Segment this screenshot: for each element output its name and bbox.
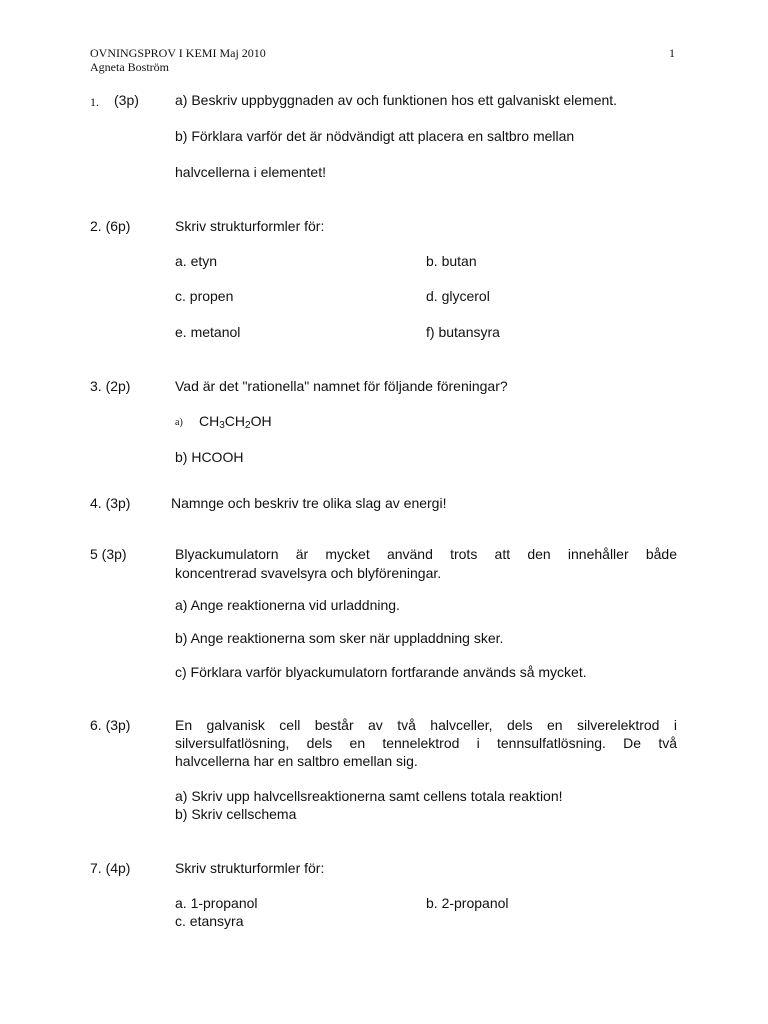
q7-item-a: a. 1-propanol (175, 895, 258, 911)
header-author: Agneta Boström (90, 60, 169, 74)
q2-label: 2. (6p) (90, 218, 131, 234)
q6-line-1: En galvanisk cell består av två halvceller, dels en silverelektrod i (175, 717, 677, 733)
q1-points: (3p) (114, 92, 139, 108)
header-title: OVNINGSPROV I KEMI Maj 2010 (90, 46, 266, 60)
q5-part-a: a) Ange reaktionerna vid urladdning. (175, 597, 400, 613)
q7-text: Skriv strukturformler för: (175, 860, 325, 876)
q6-part-a: a) Skriv upp halvcellsreaktionerna samt cellens totala reaktion! (175, 788, 563, 804)
q2-item-d: d. glycerol (426, 288, 490, 304)
q5-line-1: Blyackumulatorn är mycket använd trots att den innehåller både (175, 546, 677, 562)
q2-text: Skriv strukturformler för: (175, 218, 325, 234)
q7-label: 7. (4p) (90, 860, 131, 876)
q3-text: Vad är det "rationella" namnet för följande föreningar? (175, 378, 508, 394)
q3-label: 3. (2p) (90, 378, 131, 394)
q6-part-b: b) Skriv cellschema (175, 806, 297, 822)
q7-item-b: b. 2-propanol (426, 895, 509, 911)
q2-item-e: e. metanol (175, 324, 241, 340)
page-number: 1 (669, 46, 675, 60)
q4-label: 4. (3p) (90, 495, 131, 511)
q5-line-2: koncentrerad svavelsyra och blyföreningar. (175, 565, 442, 581)
q2-item-c: c. propen (175, 288, 234, 304)
q1-part-b-cont: halvcellerna i elementet! (175, 164, 326, 180)
q5-part-c: c) Förklara varför blyackumulatorn fortfarande används så mycket. (175, 664, 587, 680)
q3-a-label: a) (175, 417, 183, 428)
q1-part-a: a) Beskriv uppbyggnaden av och funktionen hos ett galvaniskt element. (175, 92, 618, 108)
q1-number: 1. (90, 95, 99, 109)
q6-label: 6. (3p) (90, 717, 131, 733)
q2-item-a: a. etyn (175, 253, 218, 269)
q6-line-2: silversulfatlösning, dels en tennelektrod i tennsulfatlösning. De två (175, 735, 677, 751)
q2-item-b: b. butan (426, 253, 477, 269)
q4-text: Namnge och beskriv tre olika slag av energi! (171, 495, 447, 511)
q7-item-c: c. etansyra (175, 913, 244, 929)
q1-part-b: b) Förklara varför det är nödvändigt att placera en saltbro mellan (175, 128, 575, 144)
q2-item-f: f) butansyra (426, 324, 500, 340)
q3-b: b) HCOOH (175, 449, 244, 465)
q6-line-3: halvcellerna har en saltbro emellan sig. (175, 753, 418, 769)
q5-part-b: b) Ange reaktionerna som sker när uppladdning sker. (175, 630, 504, 646)
q3-a-formula: $CH_3CH_2OH$ (199, 413, 272, 431)
q5-label: 5 (3p) (90, 546, 127, 562)
